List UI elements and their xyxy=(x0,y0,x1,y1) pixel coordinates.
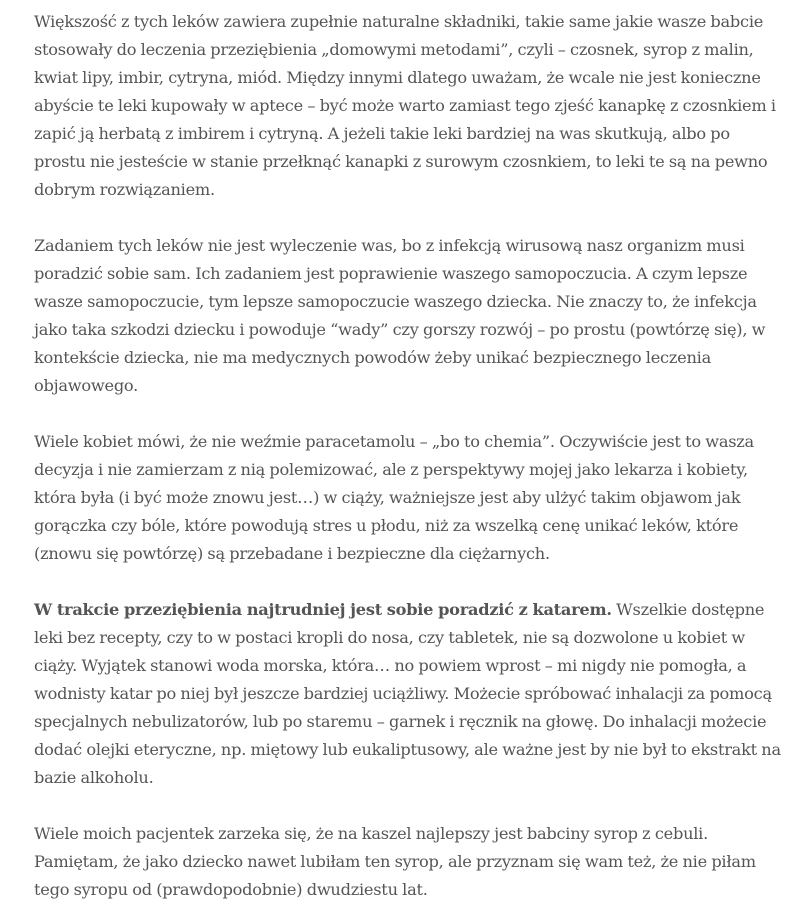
paragraph-natural-remedies: Większość z tych leków zawiera zupełnie naturalne składniki, takie same jakie wasze babcie stosowały do leczenia przeziębienia „domowymi metodami”, czyli – czosnek, syrop z malin, kwiat lipy, imbir, cytryna, miód. Między innymi dlatego uważam, że wcale nie jest konieczne abyście te leki kupowały w aptece – być może warto zamiast tego zjeść kanapkę z czosnkiem i zapić ją herbatą z imbirem i cytryną. A jeżeli takie leki bardziej na was skutkują, albo po prostu nie jesteście w stanie przełknąć kanapki z surowym czosnkiem, to leki te są na pewno dobrym rozwiązaniem. xyxy=(34,12,776,199)
paragraph-paracetamol: Wiele kobiet mówi, że nie weźmie paracetamolu – „bo to chemia”. Oczywiście jest to wasza decyzja i nie zamierzam z nią polemizować, ale z perspektywy mojej jako lekarza i kobiety, która była (i być może znowu jest…) w ciąży, ważniejsze jest aby ulżyć takim objawom jak gorączka czy bóle, które powodują stres u płodu, niż za wszelką cenę unikać leków, które (znowu się powtórzę) są przebadane i bezpieczne dla ciężarnych. xyxy=(34,432,754,563)
paragraph-runny-nose xyxy=(34,596,784,792)
paragraph-runny-nose-text: Wszelkie dostępne leki bez recepty, czy to w postaci kropli do nosa, czy tabletek, nie są dozwolone u kobiet w ciąży. Wyjątek stanowi woda morska, która… no powiem wprost – mi nigdy nie pomogła, a wodnisty katar po niej był jeszcze bardziej uciążliwy. Możecie spróbować inhalacji za pomocą specjalnych nebulizatorów, lub po staremu – garnek i ręcznik na głowę. Do inhalacji możecie dodać olejki eteryczne, np. miętowy lub eukaliptusowy, ale ważne jest by nie był to ekstrakt na bazie alkoholu. xyxy=(34,600,781,787)
paragraph-cough-syrup: Wiele moich pacjentek zarzeka się, że na kaszel najlepszy jest babciny syrop z cebuli. Pamiętam, że jako dziecko nawet lubiłam ten syrop, ale przyznam się wam też, że nie piłam tego syropu od (prawdopodobnie) dwudziestu lat. xyxy=(34,824,756,899)
paragraph-purpose-of-medication: Zadaniem tych leków nie jest wyleczenie was, bo z infekcją wirusową nasz organizm musi poradzić sobie sam. Ich zadaniem jest poprawienie waszego samopoczucia. A czym lepsze wasze samopoczucie, tym lepsze samopoczucie waszego dziecka. Nie znaczy to, że infekcja jako taka szkodzi dziecku i powoduje “wady” czy gorszy rozwój – po prostu (powtórzę się), w kontekście dziecka, nie ma medycznych powodów żeby unikać bezpiecznego leczenia objawowego. xyxy=(34,236,766,395)
paragraph-runny-nose-lead: W trakcie przeziębienia najtrudniej jest sobie poradzić z katarem. xyxy=(34,600,612,619)
